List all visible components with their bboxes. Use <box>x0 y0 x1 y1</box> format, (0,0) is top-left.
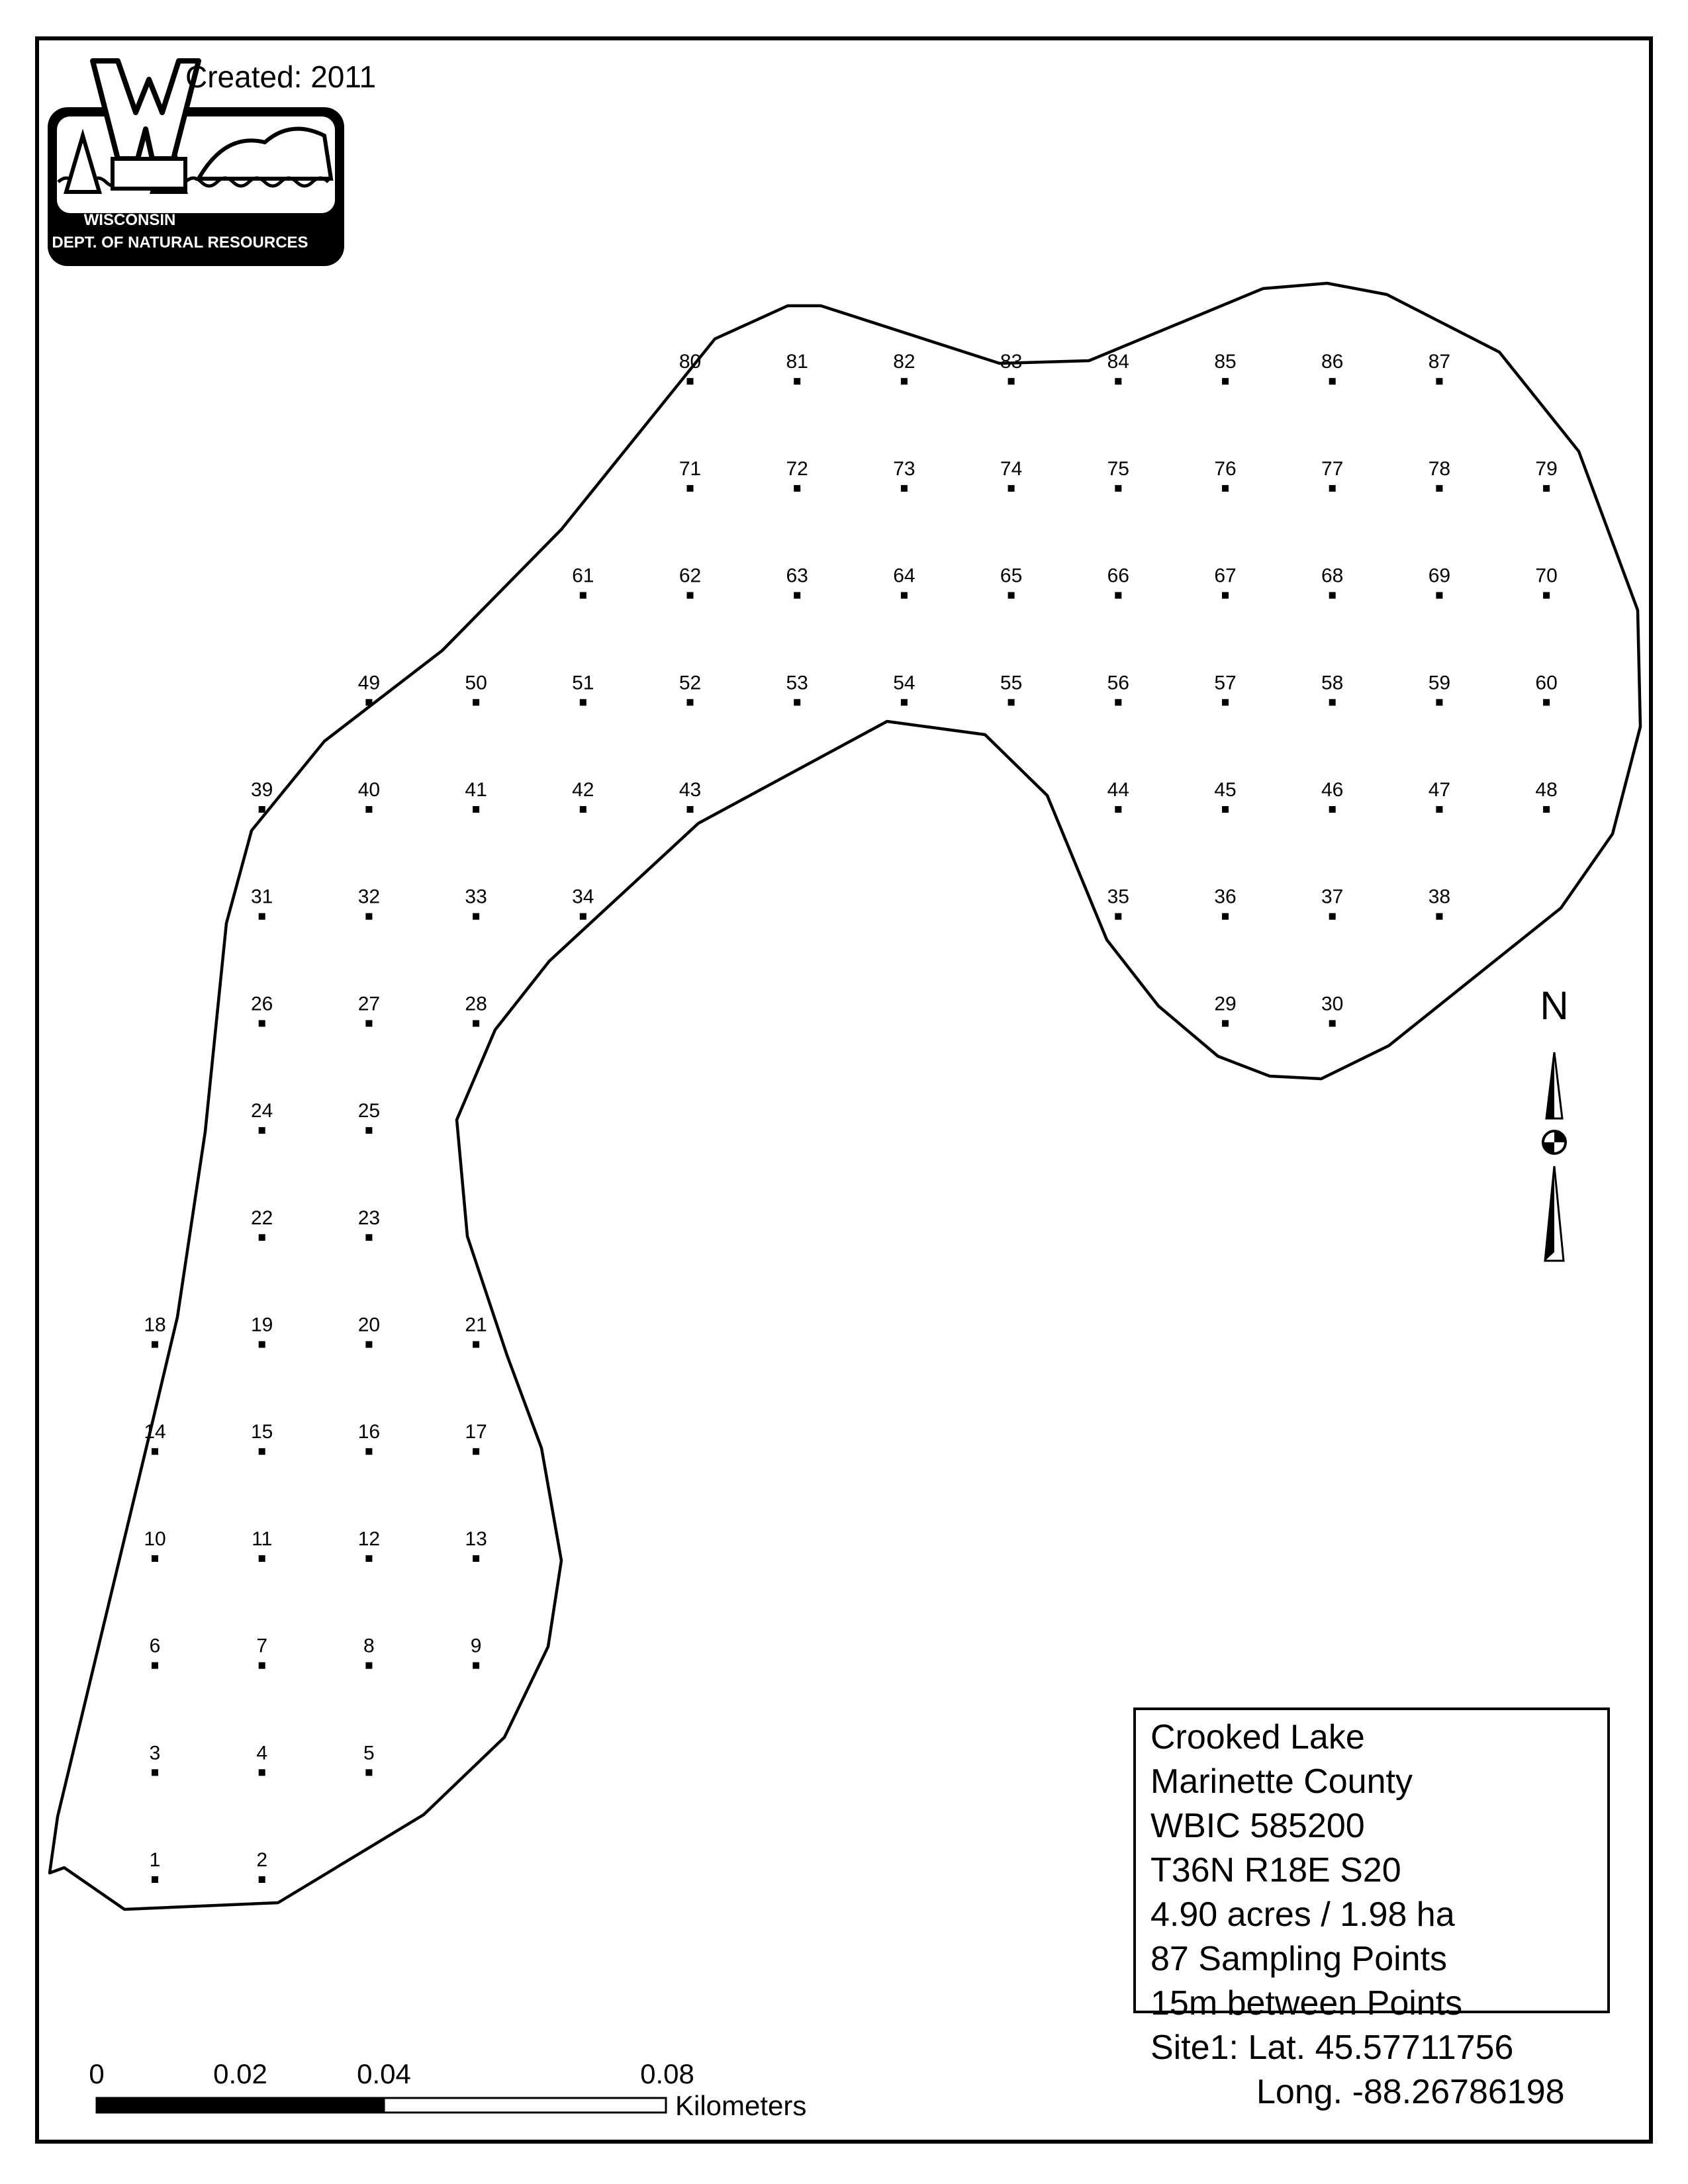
sampling-point-label-42: 42 <box>572 779 594 801</box>
sampling-point-label-51: 51 <box>572 672 594 694</box>
sampling-point-label-53: 53 <box>786 672 808 694</box>
sampling-point-29 <box>1222 1020 1229 1026</box>
sampling-point-label-48: 48 <box>1535 779 1558 801</box>
sampling-point-59 <box>1436 699 1442 705</box>
sampling-point-label-31: 31 <box>251 886 273 908</box>
sampling-point-label-11: 11 <box>252 1527 273 1550</box>
sampling-point-label-57: 57 <box>1214 672 1237 694</box>
sampling-point-label-66: 66 <box>1107 565 1129 587</box>
sampling-point-label-37: 37 <box>1321 886 1344 908</box>
sampling-point-15 <box>259 1448 265 1455</box>
sampling-point-label-3: 3 <box>149 1742 161 1764</box>
sampling-point-78 <box>1436 485 1442 492</box>
sampling-point-label-26: 26 <box>251 993 273 1015</box>
sampling-point-11 <box>259 1555 265 1562</box>
sampling-point-87 <box>1436 378 1442 385</box>
sampling-point-label-14: 14 <box>144 1421 166 1443</box>
sampling-point-76 <box>1222 485 1229 492</box>
scale-label-002: 0.02 <box>213 2058 267 2089</box>
sampling-point-label-74: 74 <box>1000 457 1023 480</box>
logo-text-dnr: DEPT. OF NATURAL RESOURCES <box>52 234 308 251</box>
sampling-point-count: 87 Sampling Points <box>1150 1940 1448 1978</box>
sampling-point-label-12: 12 <box>357 1527 381 1550</box>
sampling-point-label-55: 55 <box>1000 672 1023 694</box>
sampling-point-label-41: 41 <box>465 779 487 801</box>
sampling-point-label-8: 8 <box>363 1635 375 1657</box>
sampling-point-27 <box>365 1020 372 1026</box>
sampling-point-label-56: 56 <box>1107 672 1129 694</box>
sampling-point-41 <box>473 806 479 813</box>
sampling-point-54 <box>901 699 908 705</box>
sampling-point-38 <box>1436 913 1442 920</box>
sampling-point-66 <box>1115 592 1121 599</box>
lake-area: 4.90 acres / 1.98 ha <box>1150 1895 1455 1934</box>
sampling-point-57 <box>1222 699 1229 705</box>
sampling-point-label-47: 47 <box>1428 779 1451 801</box>
sampling-point-label-79: 79 <box>1535 457 1558 480</box>
sampling-point-19 <box>259 1342 265 1348</box>
sampling-point-label-15: 15 <box>251 1421 273 1443</box>
sampling-point-label-28: 28 <box>465 993 487 1015</box>
sampling-point-47 <box>1436 806 1442 813</box>
sampling-point-49 <box>365 699 372 705</box>
sampling-point-8 <box>365 1662 372 1669</box>
sampling-point-74 <box>1008 485 1015 492</box>
sampling-point-label-49: 49 <box>357 672 381 694</box>
sampling-point-label-17: 17 <box>465 1421 487 1443</box>
sampling-point-56 <box>1115 699 1121 705</box>
scale-label-0: 0 <box>89 2058 105 2089</box>
sampling-point-43 <box>687 806 694 813</box>
sampling-point-4 <box>259 1769 265 1776</box>
sampling-point-label-52: 52 <box>679 672 702 694</box>
sampling-point-82 <box>901 378 908 385</box>
sampling-point-26 <box>259 1020 265 1026</box>
sampling-point-73 <box>901 485 908 492</box>
site-longitude: Long. -88.26786198 <box>1256 2073 1565 2111</box>
sampling-point-46 <box>1329 806 1336 813</box>
sampling-point-label-9: 9 <box>470 1635 482 1657</box>
sampling-point-18 <box>152 1342 158 1348</box>
sampling-point-23 <box>365 1234 372 1241</box>
wbic-code: WBIC 585200 <box>1150 1807 1365 1845</box>
sampling-point-label-85: 85 <box>1214 351 1237 373</box>
sampling-point-2 <box>259 1876 265 1883</box>
sampling-point-55 <box>1008 699 1015 705</box>
county-name: Marinette County <box>1150 1762 1413 1801</box>
sampling-point-16 <box>365 1448 372 1455</box>
sampling-point-5 <box>365 1769 372 1776</box>
sampling-point-label-6: 6 <box>149 1635 161 1657</box>
point-spacing: 15m between Points <box>1150 1984 1463 2023</box>
sampling-point-label-4: 4 <box>256 1742 268 1764</box>
sampling-point-6 <box>152 1662 158 1669</box>
sampling-point-label-70: 70 <box>1535 565 1558 587</box>
sampling-point-60 <box>1543 699 1550 705</box>
sampling-point-58 <box>1329 699 1336 705</box>
sampling-point-label-46: 46 <box>1321 779 1344 801</box>
sampling-point-65 <box>1008 592 1015 599</box>
sampling-point-48 <box>1543 806 1550 813</box>
sampling-point-45 <box>1222 806 1229 813</box>
sampling-point-label-16: 16 <box>357 1421 381 1443</box>
sampling-point-label-81: 81 <box>786 351 808 373</box>
sampling-point-label-5: 5 <box>363 1742 375 1764</box>
sampling-point-1 <box>152 1876 158 1883</box>
plss-location: T36N R18E S20 <box>1150 1851 1401 1889</box>
sampling-point-label-63: 63 <box>786 565 808 587</box>
lake-name: Crooked Lake <box>1150 1718 1365 1756</box>
sampling-point-84 <box>1115 378 1121 385</box>
sampling-point-61 <box>580 592 586 599</box>
scale-label-004: 0.04 <box>357 2058 411 2089</box>
sampling-point-label-43: 43 <box>679 779 702 801</box>
sampling-point-37 <box>1329 913 1336 920</box>
sampling-point-label-22: 22 <box>251 1206 273 1229</box>
sampling-point-label-83: 83 <box>1000 351 1023 373</box>
sampling-point-label-33: 33 <box>465 886 487 908</box>
sampling-point-label-32: 32 <box>357 886 381 908</box>
sampling-point-label-21: 21 <box>465 1314 487 1336</box>
sampling-point-label-87: 87 <box>1428 351 1451 373</box>
sampling-point-24 <box>259 1127 265 1134</box>
lake-shoreline <box>50 283 1640 1909</box>
sampling-point-69 <box>1436 592 1442 599</box>
sampling-point-31 <box>259 913 265 920</box>
sampling-point-label-39: 39 <box>251 779 273 801</box>
sampling-point-68 <box>1329 592 1336 599</box>
scale-label-008: 0.08 <box>640 2058 694 2089</box>
sampling-point-21 <box>473 1342 479 1348</box>
sampling-point-83 <box>1008 378 1015 385</box>
sampling-point-label-69: 69 <box>1428 565 1451 587</box>
sampling-point-label-29: 29 <box>1214 993 1237 1015</box>
north-label: N <box>1540 983 1569 1028</box>
sampling-point-label-62: 62 <box>679 565 702 587</box>
sampling-point-label-1: 1 <box>149 1849 161 1871</box>
sampling-point-67 <box>1222 592 1229 599</box>
sampling-point-label-84: 84 <box>1107 351 1129 373</box>
sampling-point-22 <box>259 1234 265 1241</box>
sampling-point-17 <box>473 1448 479 1455</box>
sampling-point-label-78: 78 <box>1428 457 1451 480</box>
sampling-point-label-38: 38 <box>1428 886 1451 908</box>
sampling-point-label-19: 19 <box>251 1314 273 1336</box>
sampling-point-39 <box>259 806 265 813</box>
sampling-point-12 <box>365 1555 372 1562</box>
sampling-point-53 <box>794 699 800 705</box>
sampling-point-label-2: 2 <box>256 1849 268 1871</box>
sampling-point-label-35: 35 <box>1107 886 1129 908</box>
sampling-points <box>144 351 1557 1883</box>
sampling-point-label-34: 34 <box>572 886 594 908</box>
sampling-point-label-80: 80 <box>679 351 702 373</box>
created-year: Created: 2011 <box>185 60 377 94</box>
sampling-point-51 <box>580 699 586 705</box>
sampling-point-64 <box>901 592 908 599</box>
logo-text-wisconsin: WISCONSIN <box>83 211 176 229</box>
sampling-point-42 <box>580 806 586 813</box>
sampling-point-71 <box>687 485 694 492</box>
sampling-point-label-58: 58 <box>1321 672 1344 694</box>
north-arrow <box>1540 983 1568 1261</box>
scale-bar <box>89 2058 806 2121</box>
sampling-point-label-82: 82 <box>893 351 915 373</box>
sampling-point-72 <box>794 485 800 492</box>
sampling-point-30 <box>1329 1020 1336 1026</box>
sampling-point-86 <box>1329 378 1336 385</box>
sampling-point-77 <box>1329 485 1336 492</box>
sampling-point-label-54: 54 <box>893 672 915 694</box>
sampling-point-label-65: 65 <box>1000 565 1023 587</box>
sampling-point-label-13: 13 <box>465 1527 487 1550</box>
sampling-point-label-50: 50 <box>465 672 487 694</box>
sampling-point-25 <box>365 1127 372 1134</box>
sampling-point-label-61: 61 <box>572 565 594 587</box>
sampling-point-70 <box>1543 592 1550 599</box>
sampling-point-36 <box>1222 913 1229 920</box>
sampling-point-label-67: 67 <box>1214 565 1237 587</box>
sampling-point-50 <box>473 699 479 705</box>
sampling-point-label-24: 24 <box>251 1100 273 1122</box>
scale-unit: Kilometers <box>675 2090 807 2121</box>
site-latitude: Site1: Lat. 45.57711756 <box>1150 2028 1514 2067</box>
sampling-point-label-72: 72 <box>786 457 808 480</box>
sampling-point-3 <box>152 1769 158 1776</box>
sampling-point-label-25: 25 <box>357 1100 381 1122</box>
sampling-point-20 <box>365 1342 372 1348</box>
sampling-point-52 <box>687 699 694 705</box>
sampling-point-81 <box>794 378 800 385</box>
sampling-point-63 <box>794 592 800 599</box>
sampling-point-28 <box>473 1020 479 1026</box>
sampling-point-label-18: 18 <box>144 1314 166 1336</box>
sampling-point-label-86: 86 <box>1321 351 1344 373</box>
sampling-point-33 <box>473 913 479 920</box>
sampling-point-label-75: 75 <box>1107 457 1129 480</box>
sampling-point-9 <box>473 1662 479 1669</box>
sampling-point-label-10: 10 <box>144 1527 166 1550</box>
sampling-point-44 <box>1115 806 1121 813</box>
sampling-point-label-73: 73 <box>893 457 915 480</box>
sampling-point-label-59: 59 <box>1428 672 1451 694</box>
sampling-point-label-36: 36 <box>1214 886 1237 908</box>
sampling-point-label-44: 44 <box>1107 779 1129 801</box>
sampling-point-35 <box>1115 913 1121 920</box>
sampling-point-13 <box>473 1555 479 1562</box>
sampling-point-label-27: 27 <box>357 993 381 1015</box>
sampling-point-label-20: 20 <box>357 1314 381 1336</box>
sampling-point-label-76: 76 <box>1214 457 1237 480</box>
sampling-point-label-64: 64 <box>893 565 915 587</box>
sampling-point-10 <box>152 1555 158 1562</box>
sampling-point-62 <box>687 592 694 599</box>
sampling-point-34 <box>580 913 586 920</box>
sampling-point-7 <box>259 1662 265 1669</box>
sampling-point-label-30: 30 <box>1321 993 1344 1015</box>
sampling-point-label-77: 77 <box>1321 457 1344 480</box>
sampling-point-32 <box>365 913 372 920</box>
sampling-point-label-68: 68 <box>1321 565 1344 587</box>
sampling-point-80 <box>687 378 694 385</box>
sampling-point-75 <box>1115 485 1121 492</box>
sampling-point-label-71: 71 <box>679 457 702 480</box>
sampling-point-label-40: 40 <box>357 779 381 801</box>
sampling-point-label-45: 45 <box>1214 779 1237 801</box>
sampling-point-79 <box>1543 485 1550 492</box>
sampling-point-85 <box>1222 378 1229 385</box>
sampling-point-label-7: 7 <box>256 1635 268 1657</box>
lake-info-box <box>1133 1707 1610 2111</box>
sampling-point-14 <box>152 1448 158 1455</box>
sampling-point-40 <box>365 806 372 813</box>
sampling-point-label-23: 23 <box>357 1206 381 1229</box>
sampling-point-label-60: 60 <box>1535 672 1558 694</box>
